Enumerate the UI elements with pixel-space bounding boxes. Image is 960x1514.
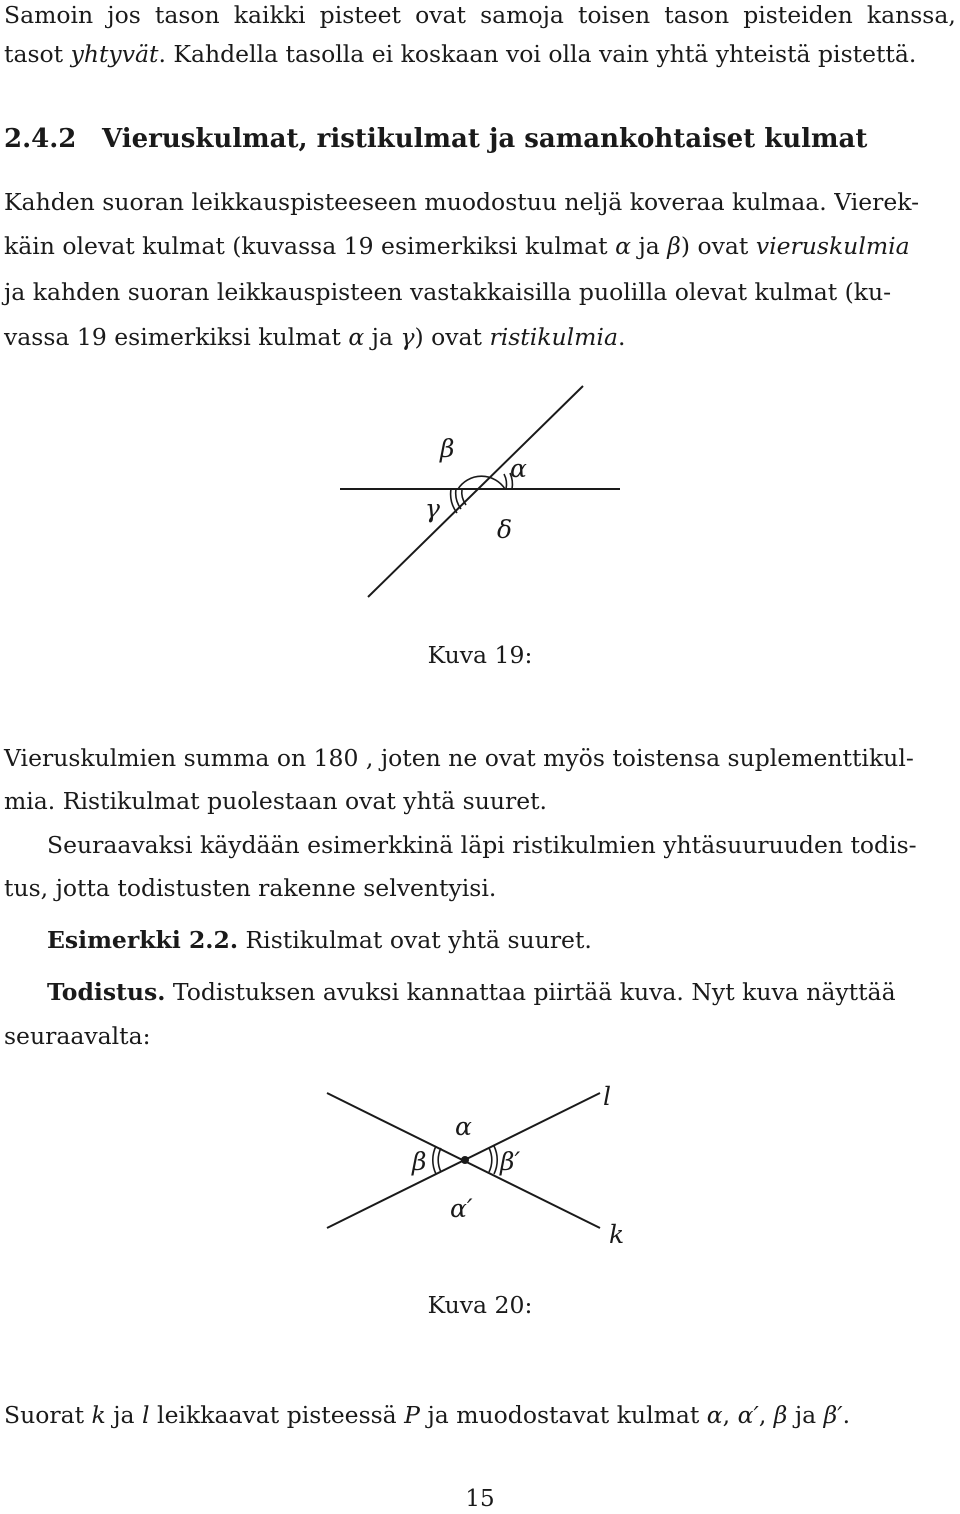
text: ja: [787, 1401, 824, 1429]
example-line: [47, 925, 956, 955]
math-symbol: l: [142, 1401, 150, 1429]
label-k: k: [609, 1220, 625, 1249]
text: ja muodostavat kulmat: [419, 1401, 707, 1429]
label-beta: β: [412, 1147, 427, 1176]
label-delta: δ: [497, 515, 513, 544]
figure-19-diagram: [0, 380, 960, 610]
math-symbol: γ: [400, 323, 415, 351]
math-symbol: α: [706, 1401, 723, 1429]
word: kaikki: [233, 1, 306, 29]
label-l: l: [603, 1082, 611, 1111]
text: ja: [105, 1401, 143, 1429]
section-number: 2.4.2: [4, 124, 77, 154]
para2-line-2: mia. Ristikulmat puolestaan ovat yhtä suuret.: [4, 787, 548, 815]
word: jos: [107, 1, 141, 29]
figure-20-diagram: [0, 1070, 960, 1270]
text: käin olevat kulmat (kuvassa 19 esimerkiksi kulmat: [4, 232, 616, 260]
para1-line-4: [4, 322, 956, 352]
proof-label: Todistus.: [47, 978, 166, 1006]
figure-19-caption: Kuva 19:: [427, 641, 533, 669]
text: ) ovat: [414, 323, 490, 351]
text: . Kahdella tasolla ei koskaan voi olla vain yhtä yhteistä pistettä.: [158, 40, 917, 68]
label-beta: β: [440, 434, 455, 463]
text: vassa 19 esimerkiksi kulmat: [4, 323, 349, 351]
para3-line-1: Seuraavaksi käydään esimerkkinä läpi ristikulmien yhtäsuuruuden todis-: [47, 831, 917, 859]
label-alpha-prime: α′: [450, 1194, 473, 1223]
proof-line-1: [47, 977, 956, 1007]
math-symbol: α′: [737, 1401, 759, 1429]
proof-text: Todistuksen avuksi kannattaa piirtää kuva. Nyt kuva näyttää: [165, 978, 896, 1006]
intersection-point-P: [461, 1156, 469, 1164]
word: tason: [664, 1, 730, 29]
word: tason: [154, 1, 220, 29]
beta-prime-angle-arc-1: [489, 1148, 492, 1172]
text: .: [842, 1401, 851, 1429]
example-text: Ristikulmat ovat yhtä suuret.: [238, 926, 592, 954]
section-heading: [4, 124, 956, 154]
para3-line-2: tus, jotta todistusten rakenne selventyisi.: [4, 874, 497, 902]
gamma-angle-arc-1: [462, 489, 466, 505]
label-alpha: α: [510, 454, 527, 483]
para1-line-2: [4, 231, 956, 261]
diagonal-line: [368, 386, 583, 597]
word: pisteet: [319, 1, 401, 29]
beta-angle-arc: [458, 476, 505, 489]
label-beta-prime: β′: [500, 1147, 521, 1176]
math-symbol: α: [615, 232, 631, 260]
word: kanssa,: [866, 1, 956, 29]
text: ,: [758, 1401, 774, 1429]
text: ) ovat: [680, 232, 756, 260]
text: Suorat: [4, 1401, 92, 1429]
text: ja: [364, 323, 401, 351]
word: Samoin: [4, 1, 94, 29]
text: ja: [630, 232, 668, 260]
para1-line-3: ja kahden suoran leikkauspisteen vastakkaisilla puolilla olevat kulmat (ku-: [4, 278, 892, 306]
word: toisen: [577, 1, 651, 29]
emphasis-term: vieruskulmia: [755, 232, 910, 260]
label-gamma: γ: [425, 494, 440, 523]
word: samoja: [480, 1, 564, 29]
text: tasot: [4, 40, 71, 68]
word: pisteiden: [743, 1, 853, 29]
intro-line-1: [4, 0, 956, 30]
proof-line-2: seuraavalta:: [4, 1022, 151, 1050]
emphasis-term: ristikulmia: [489, 323, 618, 351]
para2-line-1: Vieruskulmien summa on 180 , joten ne ovat myös toistensa suplementtikul-: [4, 744, 914, 772]
text: ,: [722, 1401, 738, 1429]
beta-prime-angle-arc-2: [494, 1146, 497, 1174]
example-label: Esimerkki 2.2.: [47, 926, 239, 954]
emphasis-term: yhtyvät: [70, 40, 159, 68]
beta-angle-arc-1: [438, 1148, 441, 1172]
beta-angle-arc-2: [433, 1146, 436, 1174]
para1-line-1: Kahden suoran leikkauspisteeseen muodostuu neljä koveraa kulmaa. Vierek-: [4, 188, 920, 216]
math-symbol: P: [404, 1401, 420, 1429]
intro-line-2: [4, 39, 956, 69]
math-symbol: k: [91, 1401, 106, 1429]
math-symbol: β′: [823, 1401, 843, 1429]
label-alpha: α: [455, 1112, 472, 1141]
math-symbol: α: [348, 323, 365, 351]
math-symbol: β: [667, 232, 681, 260]
final-line: [4, 1400, 956, 1430]
word: ovat: [415, 1, 466, 29]
page-number: 15: [465, 1486, 495, 1512]
section-title: Vieruskulmat, ristikulmat ja samankohtaiset kulmat: [102, 124, 868, 154]
text: .: [617, 323, 626, 351]
text: leikkaavat pisteessä: [149, 1401, 405, 1429]
figure-20-caption: Kuva 20:: [427, 1291, 533, 1319]
math-symbol: β: [773, 1401, 788, 1429]
